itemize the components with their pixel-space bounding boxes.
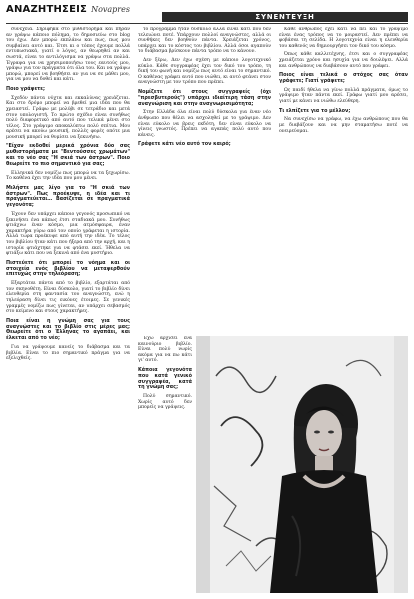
article-column-2 — [138, 27, 271, 331]
paragraph: Έχουν δεν υπάρχει κάποιο γεγονός προσωπικό να ξεκινήσει ένα κάπως έτσι σταδιακά μου. Συνήθως φτιάχνω έναν κόσμο, μια ατμόσφαιρα, έναν χαρακτήρα γύρω από τον οποίο γράφεται η ιστορία. Αλλά τώρα προέκυψε από αυτή την ιδέα. Το τέλος του βιβλίου ήταν κάτι που ήξερα από την αρχή, και η ιστορία φτιάχτηκε για να φτάσει εκεί. Ήθελα να φτιάξω κάτι που να ξεκινά από ένα μυστήριο. — [6, 212, 130, 257]
paragraph: Ελληνικά δεν νομίζω πως μπορώ να τα ξεχωρίσω. Το καθένα έχει την ιδέα που μου μένει. — [6, 170, 130, 182]
article-column-1 — [6, 27, 130, 593]
paragraph: Για να γράψουμε κανείς το διάβασμα και τα βιβλία. Είναι το πιο σημαντικό πράγμα για να εξελιχθείς. — [6, 344, 130, 362]
section-header-bar — [162, 12, 408, 22]
paragraph: το πρόγραμμα ήταν δύσκολο αλλά είναι κάτι που δεν τελειώνει ποτέ. Υπάρχουν πολλοί αναγνώστες, αλλά οι συνθήκες δεν βοηθούν πάντα. Χρειάζεται χρόνος, υπάρχει και το κόστος του βιβλίου. Αλλά όσοι αγαπούν το διάβασμα βρίσκουν πάντα τρόπο να το κάνουν. — [138, 27, 271, 55]
interview-question: Μιλήστε μας λίγο για το "Η σκιά των άστρων". Πως προέκυψε, η ιδέα και τι πραγματεύεται… Βασίζεται σε πραγματικά γεγονότα; — [6, 184, 130, 209]
paragraph: Εξαρτάται πάντα από το βιβλίο, εξαρτάται από τον σκηνοθέτη. Είναι δύσκολο, γιατί το βιβλίο δίνει ελευθερία στη φαντασία του αναγνώστη, ενώ η τηλεόραση δίνει τις εικόνες έτοιμες. Σε γενικές γραμμές νομίζω πως γίνεται, αν υπάρχει σεβασμός στο κείμενο και στους χαρακτήρες. — [6, 281, 130, 315]
interview-question: Γράφετε κάτι νέο αυτό τον καιρό; — [138, 141, 231, 148]
paragraph: Στην Ελλάδα όλα είναι πολύ δύσκολα για έναν νέο άνθρωπο που θέλει να ασχοληθεί με το γράψιμο. Δεν είναι εύκολο να βρεις εκδότη, δεν είναι εύκολο να γίνεις γνωστός. Πρέπει να αγαπάς πολύ αυτό που κάνεις. — [138, 110, 271, 138]
section-label: ΣΥΝΕΝΤΕΥΞΗ — [255, 13, 315, 21]
masthead-subtitle: Novapres — [91, 5, 130, 14]
interview-question: Ποιος είναι τελικά ο στόχος σας όταν γράφετε; Γιατί γράφετε; — [279, 72, 408, 84]
interview-question: Πιστεύετε ότι μπορεί το νόημα και οι στοιχεία ενός βιβλίου να μεταφερθούν επιτυχώς στην τηλεόραση; — [6, 259, 130, 278]
portrait-illustration — [196, 336, 408, 593]
interview-question: Ποια είναι η γνώμη σας για τους αναγνώστες και το βιβλίο στις μέρες μας; Θεωρείτε ότι ο Έλληνας το αγαπάει, και έλκεται από το νέο; — [6, 317, 130, 342]
paragraph: Κάθε άνθρωπος έχει κάτι να πει και το γράψιμο είναι ένας τρόπος να το μοιραστεί. Δεν πρέπει να φοβάσαι τη σελίδα. Η λογοτεχνία είναι η ελευθερία του καθενός να δημιουργήσει τον δικό του κόσμο. — [279, 27, 408, 49]
paragraph: συνέχεια. Σηρίφηκα στο μυθιστόρημα και πήραν αν γράψω κάποιο πόλημα, το δημοσιεύω στο blog του έχω. Δεν μπορώ εκπλάνω και πως, πως μου συμβαίνει αυτό και. Έτσι κι ο τόπος έχουμε πολλά εντυπωσιακά, γιατί ο λόγος, αν θεωρηθεί αν και σωστά, είναι το αντιλόγισμα να γράψω στα πολλά. Έγραψα για να χρησιμοποιήσω τους εαυτούς μου, γράψω για τον πράγματα ότι όλα του. Και να γράψω μπορώ, μπορεί να βοηθήσει αν για να σε μάθει μου, για να μου να δοθεί και κάτι. — [6, 27, 130, 83]
article-column-3 — [279, 27, 408, 331]
paragraph: Ως παιδί ήθελα να γίνω πολλά πράγματα, όμως το γράψιμο ήταν πάντα εκεί. Γράφω γιατί μου αρέσει, γιατί με κάνει να νιώθω ελεύθερη. — [279, 87, 408, 104]
interview-question: Ποιο γράφετε; — [6, 85, 45, 92]
paragraph: Όπως κάθε καλλιτέχνης, έτσι και ο συγγραφέας χρειάζεται χρόνο και ησυχία για να δουλέψει. Αλλά και ανθρώπους να διαβάσουν αυτό που γράφει. — [279, 52, 408, 69]
article-column-2-narrow — [138, 336, 192, 586]
paragraph: Να συνεχίσω να γράφω, να έχω ανθρώπους που θα με διαβάζουν και να μην σταματήσω ποτέ να ονειρεύομαι. — [279, 117, 408, 134]
interview-question: Τι ελπίζετε για το μέλλον; — [279, 107, 351, 114]
header-rule — [6, 23, 408, 24]
paragraph: Δεν ξέρω, Δεν έχω σχέση με κάποιο λογοτεχνικό κύκλο. Κάθε συγγραφέας έχει τον δικό του τρόπο, τη δική του φωνή και νομίζω πως αυτό είναι το σημαντικό. Ο καθένας γράφει αυτό που νιώθει, κι αυτό φτάνει στον αναγνώστη με τον τρόπο που πρέπει. — [138, 57, 271, 86]
masthead-title: ΑΝΑΖΗΤΗΣΕΙΣ — [6, 4, 88, 15]
masthead — [6, 4, 130, 16]
paragraph: Πολύ σημαντικό. Χωρίς αυτό δεν μπορείς να γράψεις. — [138, 394, 192, 411]
interview-question: Νομίζετε ότι στους συγγραφείς (όχι "πρεσβυτερούς") υπάρχει ιδιαίτερη τάση στην αναγνώριση και στην αναγνωρισιμότητα; — [138, 88, 271, 107]
author-portrait-photo — [196, 336, 408, 593]
interview-question: Κάποια γεγονότα που κατά γενικό συγγραφέα, κατά τη γνώμη σας; — [138, 366, 192, 391]
paragraph: Έχω αρχίσει ένα καινούριο βιβλίο. Είναι πολύ νωρίς ακόμα για να πω κάτι γι' αυτό. — [138, 336, 192, 364]
paragraph: Σχεδόν πάντα νύχτα και εκκαλύνας χρειάζεται. Και στο δρόμο μπορεί να βρεθεί μια ιδέα που θα χρειαστεί. Γράφω με μολύβι σε τετράδιο και μετά στον υπολογιστή. Το πρώτο σχέδιο είναι συνήθως πολύ διαφορετικό από αυτό που τελικά μένει στο τέλος. Στο γράψιμο αποκαλύπτω πολύ σπίτια. Μου αρέσει να ακούω μουσική, πολλές φορές οπότε μια μουσική μπορεί να θυμίσει να ξεκινήσω. — [6, 95, 130, 140]
interview-question: "Είχαν εκδοθεί μερικά χρόνια δύο σας μυθιστορήματα με "Βεντούσσες χρωμάτων" και το νέο σας "Η σκιά των άστρων". Ποιο θεωρείτε το πιο σημαντικό για σας; — [6, 143, 130, 167]
